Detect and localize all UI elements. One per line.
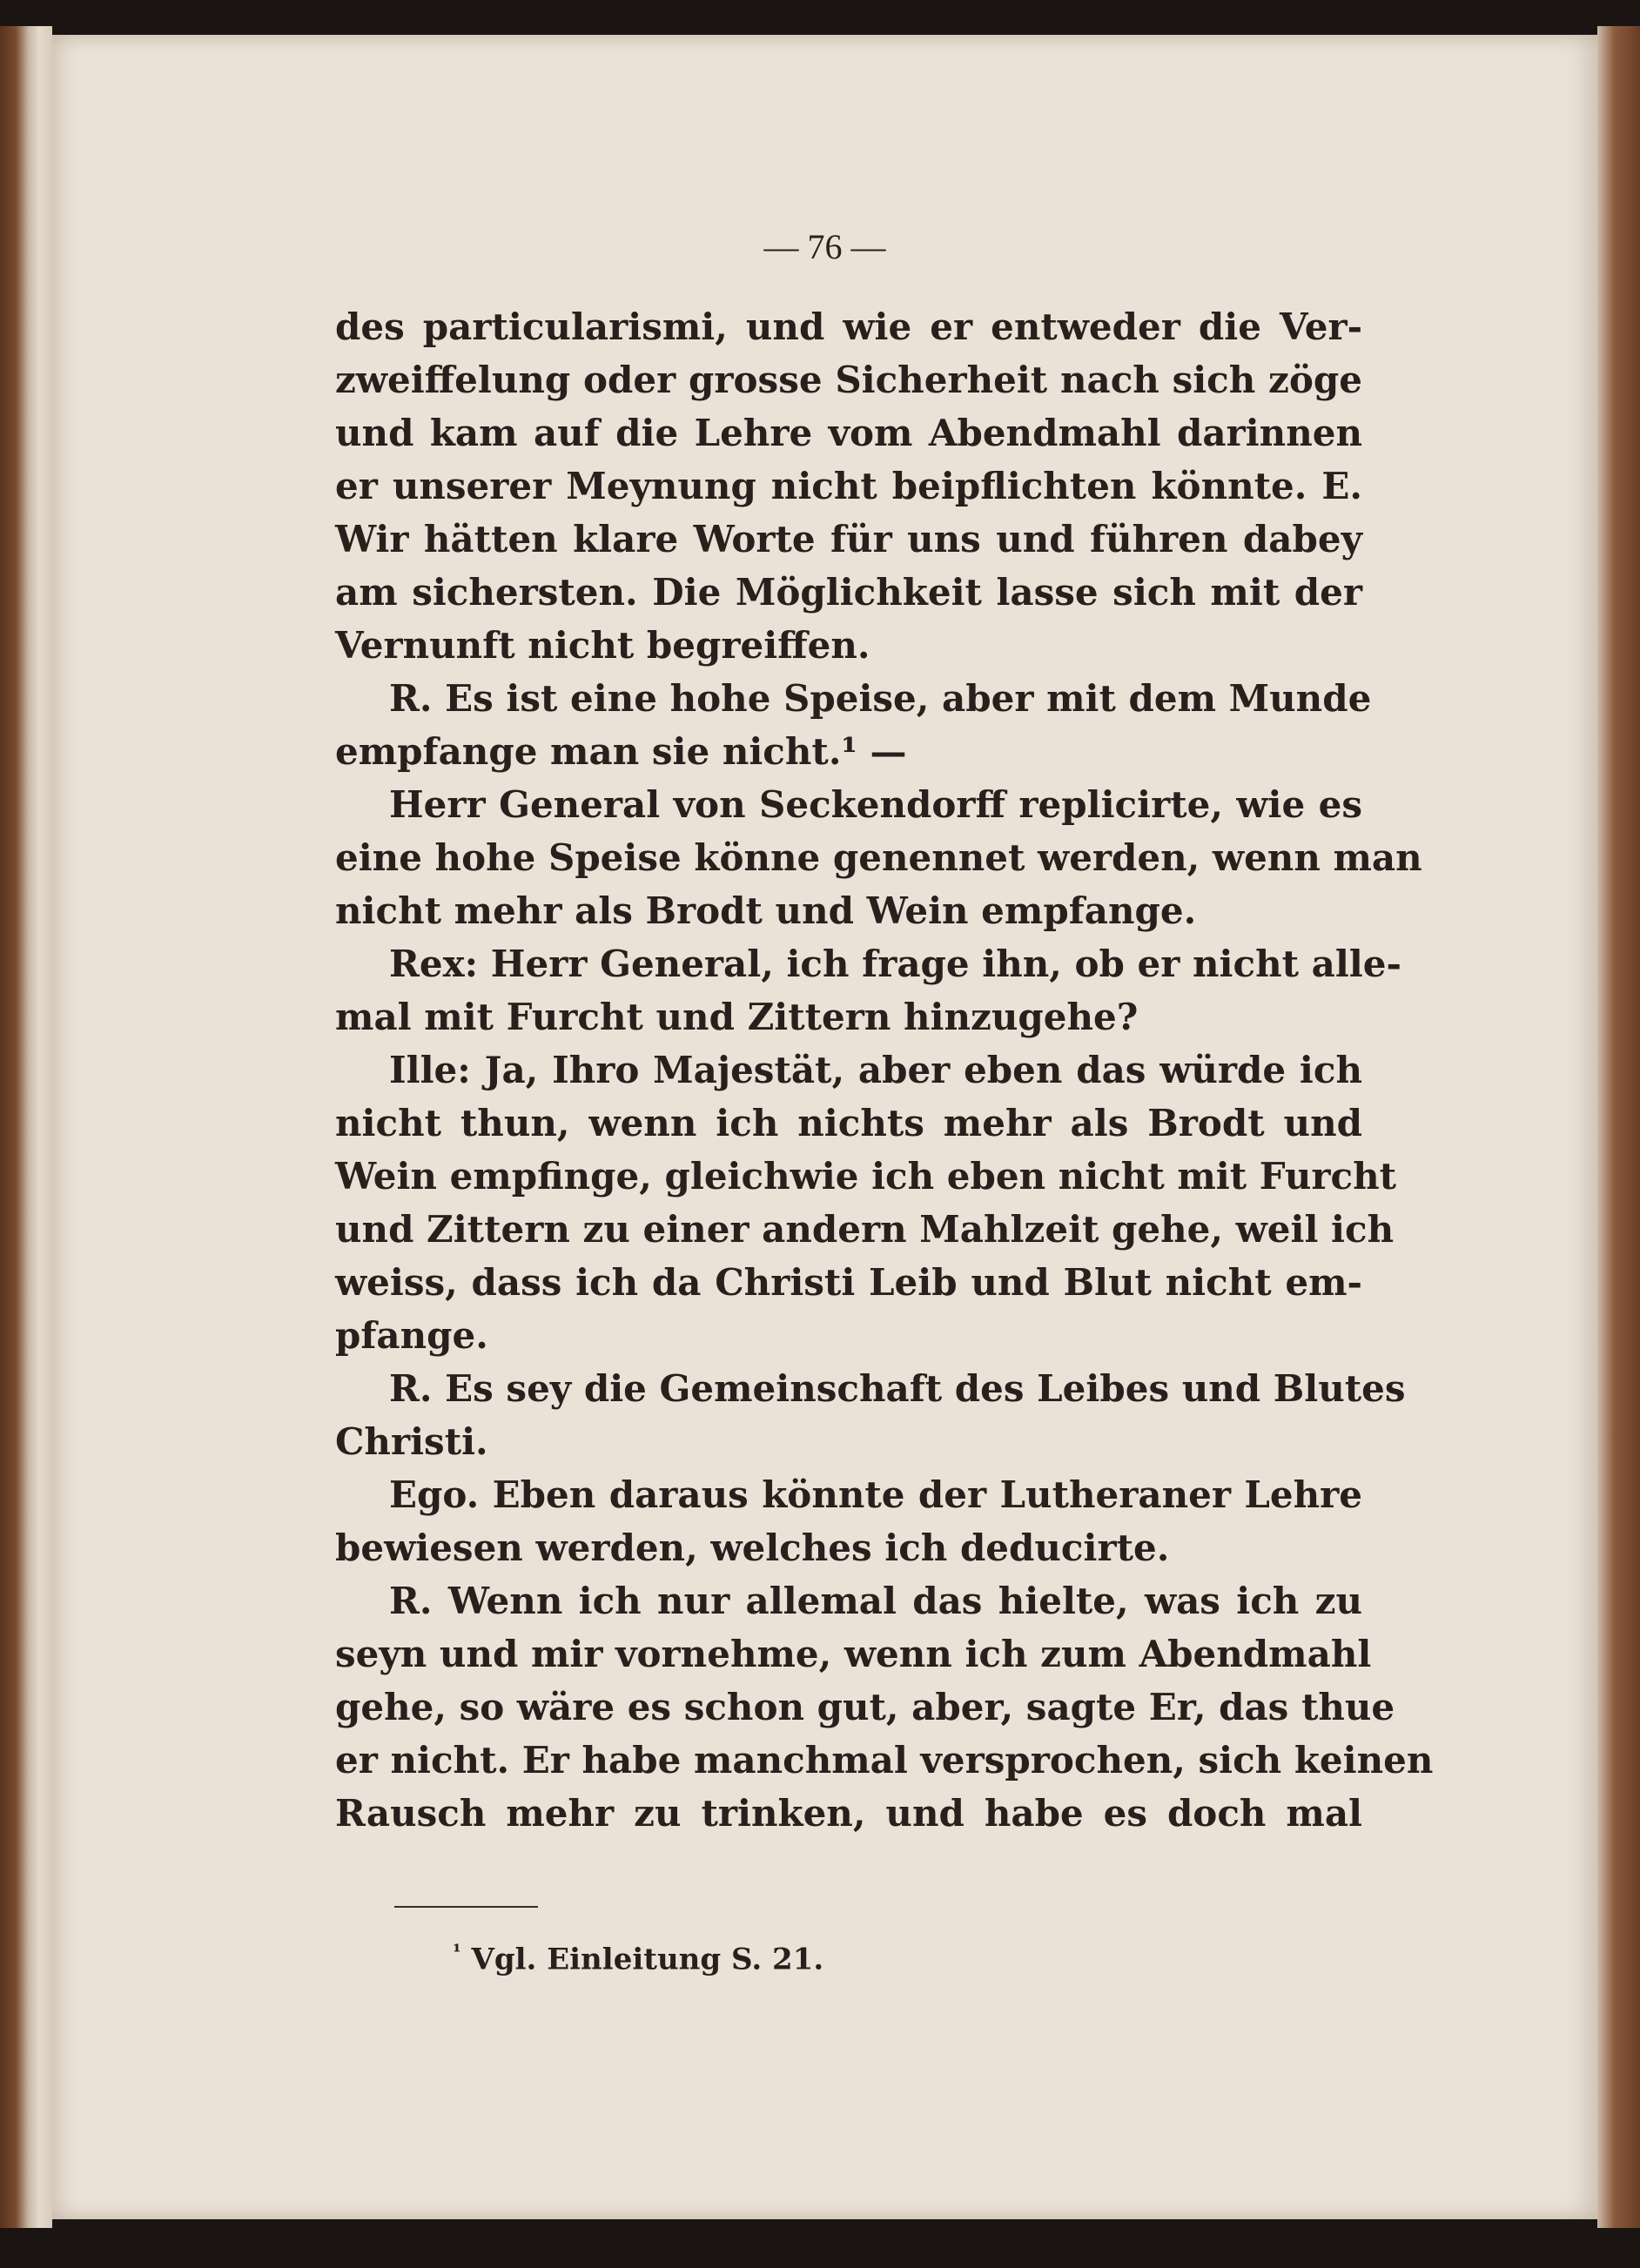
text-line: er unserer Meynung nicht beipflichten könnte. E. — [335, 465, 1362, 507]
text-line: Wir hätten klare Worte für uns und führen dabey — [335, 518, 1362, 560]
text-line: Rausch mehr zu trinken, und habe es doch mal — [335, 1792, 1362, 1835]
text-line: er nicht. Er habe manchmal versprochen, sich keinen — [335, 1739, 1434, 1782]
footnote — [453, 1941, 823, 1976]
text-line: Christi. — [335, 1420, 488, 1463]
text-line: R. Wenn ich nur allemal das hielte, was ich zu — [389, 1580, 1362, 1622]
text-line: nicht mehr als Brodt und Wein empfange. — [335, 889, 1197, 932]
text-line: seyn und mir vornehme, wenn ich zum Abendmahl — [335, 1633, 1372, 1675]
text-line: empfange man sie nicht.¹ — — [335, 730, 907, 773]
text-line: Ego. Eben daraus könnte der Lutheraner Lehre — [389, 1473, 1362, 1516]
book-right-edge — [1597, 26, 1640, 2228]
text-line: des particularismi, und wie er entweder die Ver- — [335, 305, 1362, 348]
text-line: R. Es ist eine hohe Speise, aber mit dem Munde — [389, 677, 1372, 720]
text-line: bewiesen werden, welches ich deducirte. — [335, 1527, 1170, 1569]
book-left-edge — [0, 26, 52, 2228]
body-text — [335, 300, 1434, 1840]
text-line: zweiffelung oder grosse Sicherheit nach sich zöge — [335, 359, 1362, 401]
text-line: mal mit Furcht und Zittern hinzugehe? — [335, 996, 1139, 1038]
footnote-rule — [394, 1906, 538, 1908]
text-line: Ille: Ja, Ihro Majestät, aber eben das würde ich — [389, 1049, 1362, 1091]
text-line: Herr General von Seckendorff replicirte, wie es — [389, 783, 1362, 826]
footnote-text: Vgl. Einleitung S. 21. — [471, 1942, 824, 1977]
text-line: Rex: Herr General, ich frage ihn, ob er nicht alle- — [389, 943, 1401, 985]
text-line: Wein empfinge, gleichwie ich eben nicht mit Furcht — [335, 1155, 1397, 1198]
text-line: gehe, so wäre es schon gut, aber, sagte Er, das thue — [335, 1686, 1395, 1728]
text-line: und kam auf die Lehre vom Abendmahl darinnen — [335, 412, 1362, 454]
text-line: weiss, dass ich da Christi Leib und Blut nicht em- — [335, 1261, 1362, 1304]
text-line: Vernunft nicht begreiffen. — [335, 624, 870, 667]
text-line: nicht thun, wenn ich nichts mehr als Brodt und — [335, 1102, 1362, 1144]
text-line: und Zittern zu einer andern Mahlzeit gehe, weil ich — [335, 1208, 1395, 1251]
text-line: eine hohe Speise könne genennet werden, wenn man — [335, 836, 1422, 879]
text-line: pfange. — [335, 1314, 488, 1357]
text-line: R. Es sey die Gemeinschaft des Leibes und Blutes — [389, 1367, 1406, 1410]
page-number: — 76 — — [763, 227, 886, 266]
footnote-marker: ¹ — [453, 1941, 461, 1963]
text-line: am sichersten. Die Möglichkeit lasse sich mit der — [335, 571, 1362, 614]
